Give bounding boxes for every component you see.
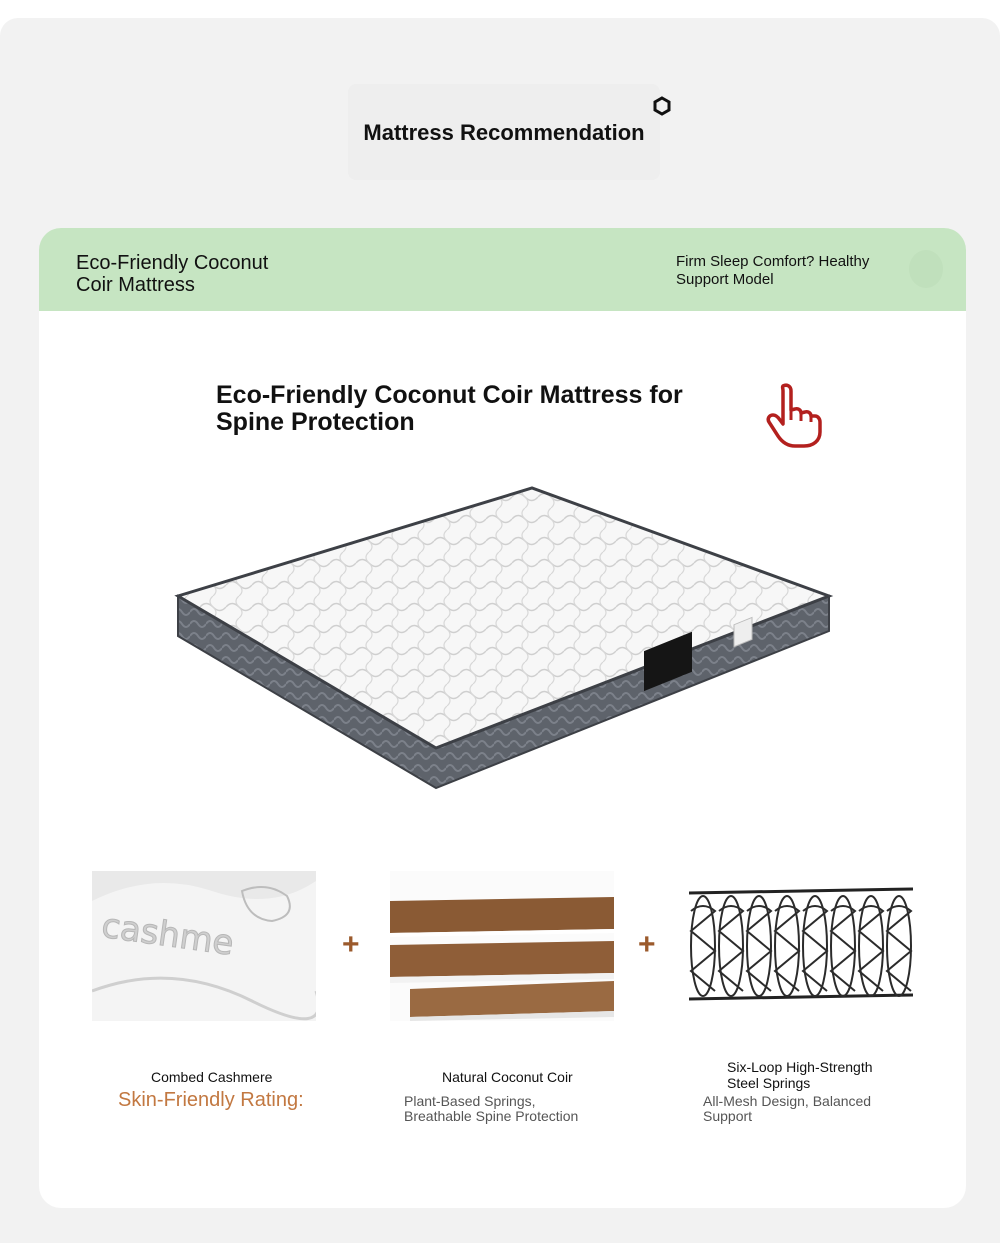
feature-springs-subtitle: All-Mesh Design, Balanced Support [703,1093,872,1124]
feature-springs-title: Six-Loop High-Strength Steel Springs [727,1059,873,1091]
feature-cashmere-subtitle: Skin-Friendly Rating: [118,1089,304,1111]
product-title: Eco-Friendly Coconut Coir Mattress for Spine Protection [216,381,683,436]
mattress-image [174,486,834,791]
title-banner [348,84,660,180]
cashmere-fabric-image [92,871,316,1021]
plus-separator: + [342,928,360,961]
steel-springs-image [689,871,913,1021]
feature-coir-subtitle: Plant-Based Springs, Breathable Spine Protection [404,1093,579,1124]
feature-cashmere-title: Combed Cashmere [151,1069,273,1085]
coconut-coir-image [390,871,614,1021]
feature-coir-title: Natural Coconut Coir [442,1069,573,1085]
header-decoration [909,250,943,288]
plus-separator: + [638,928,656,961]
product-card [39,228,966,1208]
pointing-hand-icon [765,382,825,448]
header-product-name: Eco-Friendly Coconut Coir Mattress [76,252,269,296]
hexagon-icon [652,96,672,116]
page-title: Mattress Recommendation [363,120,645,145]
card-header [39,228,966,311]
header-tagline: Firm Sleep Comfort? Healthy Support Model [676,253,870,288]
svg-text:cashme: cashme [99,905,237,964]
